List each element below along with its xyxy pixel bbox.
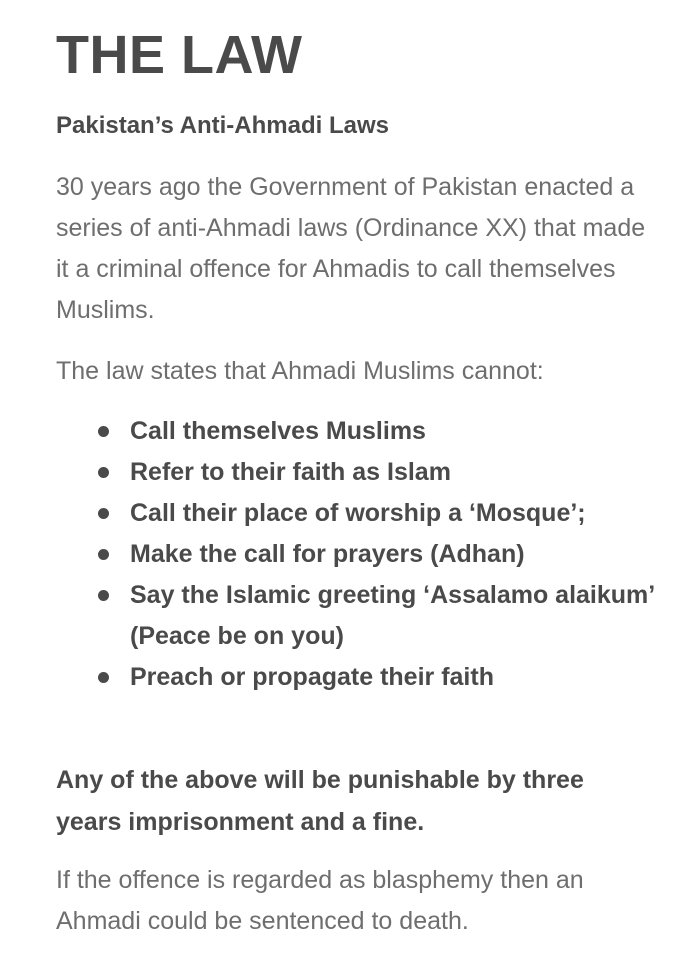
list-item xyxy=(98,575,658,657)
list-item xyxy=(98,411,658,452)
list-item-text: Preach or propagate their faith xyxy=(130,663,494,691)
list-item-text: Call themselves Muslims xyxy=(130,417,426,445)
list-item xyxy=(98,493,658,534)
list-lead-text: The law states that Ahmadi Muslims cannot: xyxy=(56,357,544,385)
intro-paragraph: 30 years ago the Government of Pakistan enacted a series of anti-Ahmadi laws (Ordinance XX) that made it a criminal offence for Ahmadis to call themselves Muslims. xyxy=(56,173,646,324)
list-item-text: Call their place of worship a ‘Mosque’; xyxy=(130,499,586,527)
penalty-warning: Any of the above will be punishable by three years imprisonment and a fine. xyxy=(56,766,584,836)
list-item-text: Make the call for prayers (Adhan) xyxy=(130,540,525,568)
bullet-icon xyxy=(98,549,109,560)
page-subtitle: Pakistan’s Anti-Ahmadi Laws xyxy=(56,112,389,139)
list-item-text: Refer to their faith as Islam xyxy=(130,458,451,486)
list-item xyxy=(98,657,658,698)
list-item xyxy=(98,534,658,575)
list-item xyxy=(98,452,658,493)
page-title: THE LAW xyxy=(56,25,303,85)
bullet-icon xyxy=(98,672,109,683)
bullet-icon xyxy=(98,467,109,478)
bullet-icon xyxy=(98,508,109,519)
bullet-icon xyxy=(98,426,109,437)
restrictions-list xyxy=(98,411,658,698)
list-item-text: Say the Islamic greeting ‘Assalamo alaikum’ (Peace be on you) xyxy=(130,581,654,650)
closing-paragraph: If the offence is regarded as blasphemy then an Ahmadi could be sentenced to death. xyxy=(56,866,584,935)
bullet-icon xyxy=(98,590,109,601)
